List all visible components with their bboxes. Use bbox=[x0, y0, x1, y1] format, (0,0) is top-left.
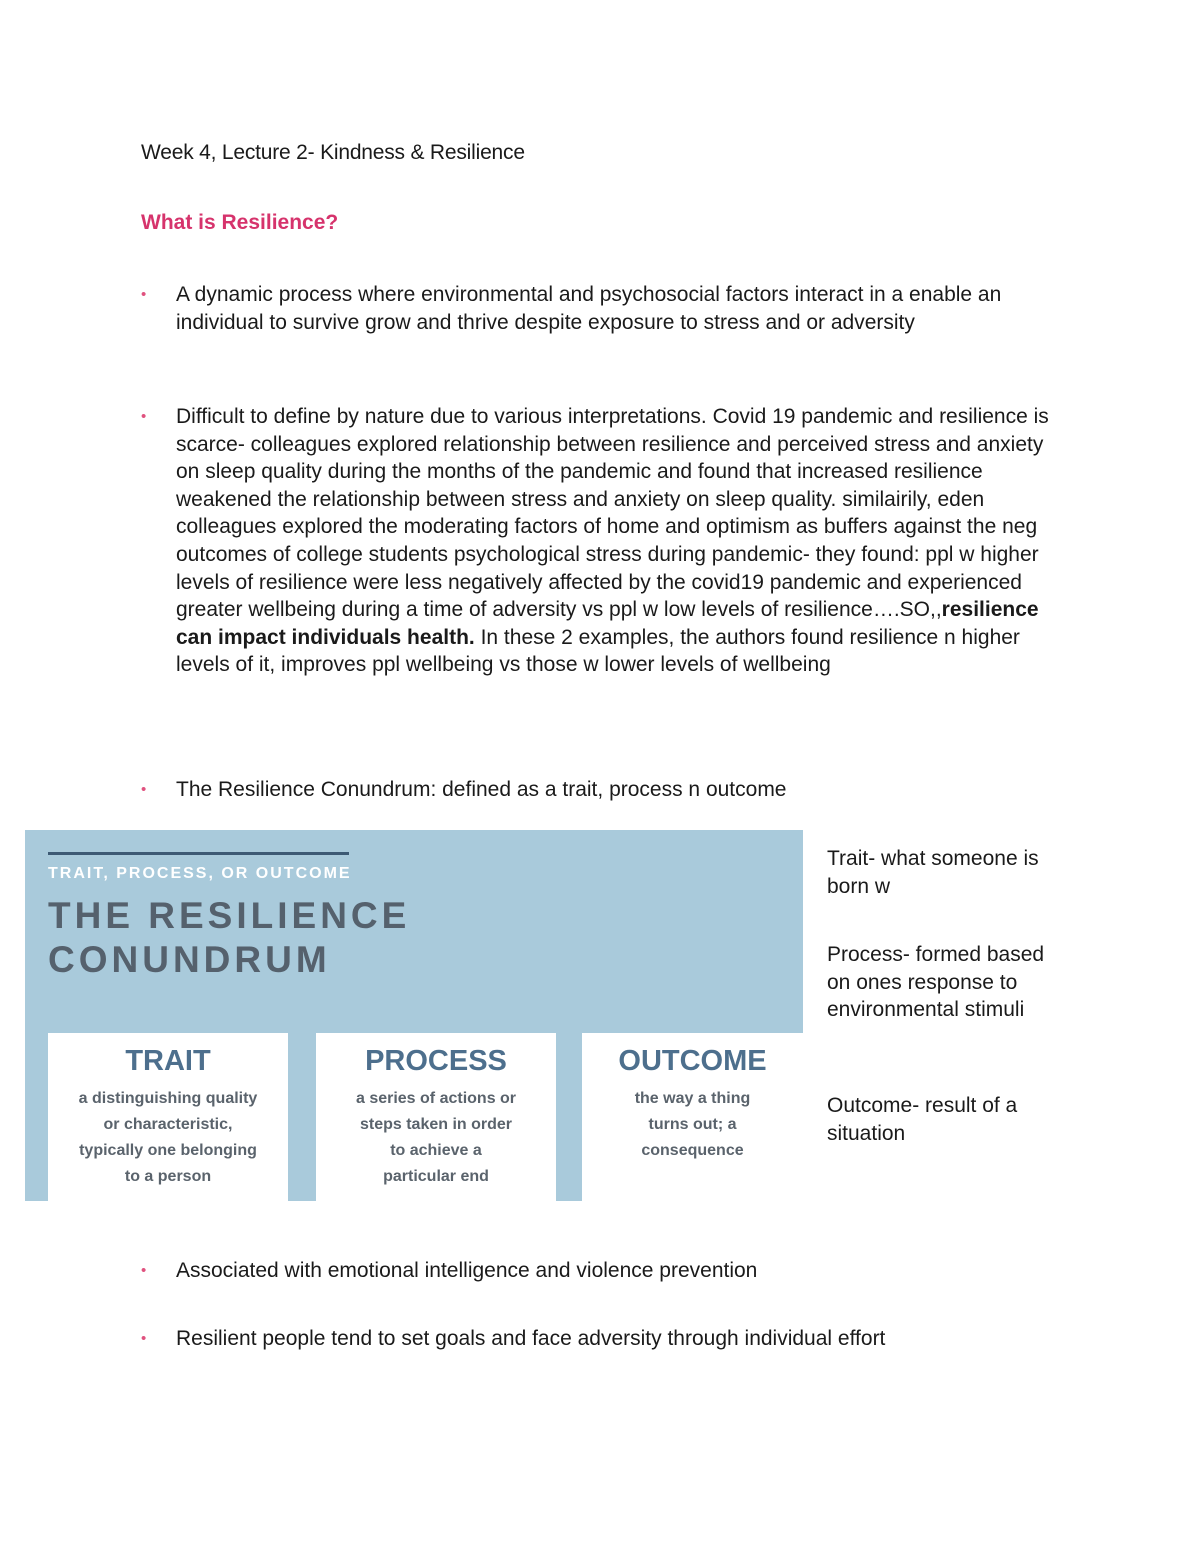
bullet-icon: • bbox=[141, 408, 147, 425]
card-title: TRAIT bbox=[125, 1045, 211, 1077]
card-description-line: steps taken in order bbox=[359, 1116, 513, 1133]
bullet-text: The Resilience Conundrum: defined as a trait, process n outcome bbox=[176, 778, 787, 801]
document-title: Week 4, Lecture 2- Kindness & Resilience bbox=[141, 141, 525, 164]
card-title: PROCESS bbox=[365, 1045, 507, 1077]
bullet-text-part: In these 2 examples, the authors found resilience n higher levels of it, improves ppl wellbeing vs those w lower levels of wellbeing bbox=[176, 625, 1020, 677]
card-description-line: or characteristic, bbox=[103, 1116, 233, 1133]
bullet-item-definition bbox=[141, 281, 1071, 336]
card-description-line: consequence bbox=[641, 1142, 744, 1159]
bullet-text: Associated with emotional intelligence and violence prevention bbox=[176, 1259, 758, 1282]
bullet-icon: • bbox=[141, 1262, 147, 1279]
resilience-slide-image bbox=[25, 830, 803, 1201]
bullet-item-difficult bbox=[141, 403, 1071, 679]
bullet-text: Resilient people tend to set goals and face adversity through individual effort bbox=[176, 1327, 886, 1350]
slide-rule bbox=[48, 852, 349, 855]
bullet-icon: • bbox=[141, 1330, 147, 1347]
bullet-text-part: Difficult to define by nature due to various interpretations. Covid 19 pandemic and resilience is scarce- colleagues explored relationship between resilience and perceived stress and anxiety on sleep quality during the months of the pandemic and found that increased resilience weakened the relationship between stress and anxiety on sleep quality. similairily, eden colleagues explored the moderating factors of home and optimism as buffers against the neg outcomes of college students psychological stress during pandemic- they found: ppl w higher levels of resilience were less negatively affected by the covid19 pandemic and experienced greater wellbeing during a time of adversity vs ppl w low levels of resilience….SO,, bbox=[176, 405, 1049, 622]
side-note-process: Process- formed based on ones response to environmental stimuli bbox=[827, 943, 1045, 1022]
bullet-text: A dynamic process where environmental and psychosocial factors interact in a enable an individual to survive grow and thrive despite exposure to stress and or adversity bbox=[176, 283, 1002, 334]
bullet-text bbox=[176, 403, 1071, 679]
slide-title-line: CONUNDRUM bbox=[48, 939, 331, 980]
card-description-line: to a person bbox=[124, 1168, 212, 1185]
card-process bbox=[316, 1033, 556, 1201]
bullet-icon: • bbox=[141, 286, 147, 303]
section-heading: What is Resilience? bbox=[141, 211, 339, 234]
card-outcome bbox=[582, 1033, 803, 1201]
card-description-line: a series of actions or bbox=[355, 1090, 517, 1107]
side-note-trait: Trait- what someone is born w bbox=[827, 847, 1039, 898]
card-title: OUTCOME bbox=[618, 1045, 767, 1077]
card-description-line: to achieve a bbox=[390, 1142, 482, 1159]
bullet-item-emotional-intelligence bbox=[141, 1257, 1071, 1285]
card-description bbox=[48, 1086, 288, 1190]
card-description-line: a distinguishing quality bbox=[78, 1090, 258, 1107]
card-description-line: typically one belonging bbox=[79, 1142, 257, 1159]
slide-title-line: THE RESILIENCE bbox=[48, 895, 411, 936]
card-description-line: the way a thing bbox=[634, 1090, 751, 1107]
bullet-icon: • bbox=[141, 781, 147, 798]
bullet-item-resilient-people bbox=[141, 1325, 1071, 1353]
slide-subtitle: TRAIT, PROCESS, OR OUTCOME bbox=[48, 865, 352, 882]
slide-title bbox=[48, 894, 410, 982]
card-description-line: turns out; a bbox=[648, 1116, 737, 1133]
card-description bbox=[316, 1086, 556, 1190]
side-note-outcome: Outcome- result of a situation bbox=[827, 1094, 1018, 1145]
card-description-line: particular end bbox=[383, 1168, 489, 1185]
bullet-item-conundrum bbox=[141, 776, 1071, 804]
card-description bbox=[582, 1086, 803, 1164]
bullet-text-bold: resilience can impact individuals health. bbox=[176, 598, 1039, 649]
card-trait bbox=[48, 1033, 288, 1201]
